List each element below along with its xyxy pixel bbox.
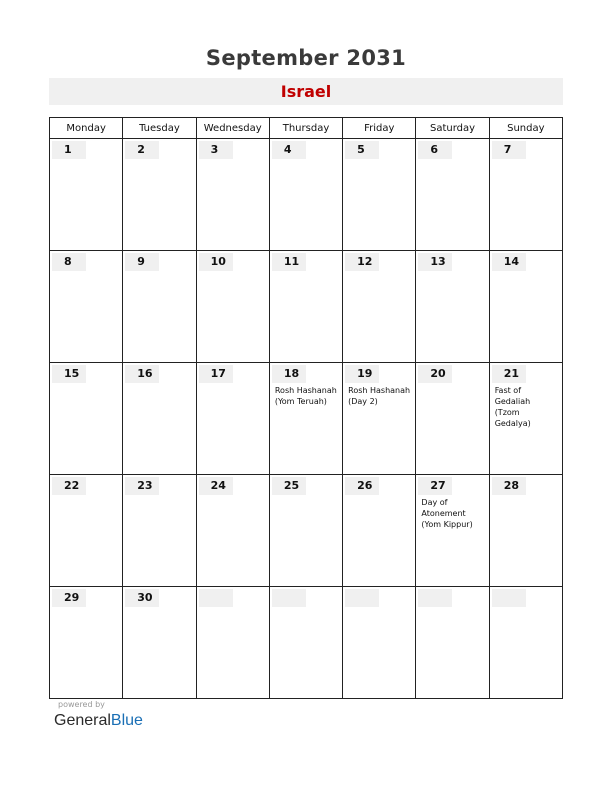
day-number [272,589,306,607]
day-cell [123,475,196,587]
logo-text-blue: Blue [110,712,143,729]
day-cell [50,363,123,475]
week-row [50,475,563,587]
day-number: 7 [492,141,526,159]
day-number: 29 [52,589,86,607]
weekday-header: Saturday [416,118,489,139]
day-cell [50,251,123,363]
day-number: 17 [199,365,233,383]
day-cell [269,251,342,363]
day-number: 26 [345,477,379,495]
weekday-header: Friday [343,118,416,139]
day-number [199,589,233,607]
day-number: 10 [199,253,233,271]
day-cell [489,139,562,251]
day-number: 13 [418,253,452,271]
day-cell [196,251,269,363]
day-cell [489,587,562,699]
day-number [345,589,379,607]
day-cell [123,139,196,251]
day-cell [269,139,342,251]
holiday-event: Day of Atonement (Yom Kippur) [421,498,473,529]
day-cell [416,475,489,587]
week-row [50,251,563,363]
day-number: 27 [418,477,452,495]
day-number: 20 [418,365,452,383]
day-number [418,589,452,607]
powered-by-text: powered by [58,700,105,709]
day-number: 2 [125,141,159,159]
weekday-header: Thursday [269,118,342,139]
day-cell [343,475,416,587]
day-cell [50,475,123,587]
day-cell [343,251,416,363]
weekday-header: Sunday [489,118,562,139]
holiday-event: Fast of Gedaliah (Tzom Gedalya) [494,386,531,428]
day-cell [343,139,416,251]
day-cell [416,587,489,699]
day-number: 14 [492,253,526,271]
day-cell [489,475,562,587]
day-number: 30 [125,589,159,607]
day-number: 8 [52,253,86,271]
country-banner [49,78,563,105]
day-number: 19 [345,365,379,383]
calendar-title: September 2031 [205,46,407,70]
day-cell [343,363,416,475]
day-number: 9 [125,253,159,271]
holiday-event: Rosh Hashanah (Yom Teruah) [274,386,337,406]
day-number: 6 [418,141,452,159]
day-cell [196,363,269,475]
weekday-header-row [50,118,563,139]
day-number: 23 [125,477,159,495]
calendar-grid [49,117,563,699]
weekday-header: Wednesday [196,118,269,139]
logo-text-general: General [54,712,111,729]
week-row [50,139,563,251]
week-row [50,587,563,699]
day-number: 24 [199,477,233,495]
day-cell [269,363,342,475]
week-row [50,363,563,475]
day-number: 4 [272,141,306,159]
day-cell [50,587,123,699]
country-label: Israel [280,82,332,101]
day-cell [416,139,489,251]
weekday-header: Tuesday [123,118,196,139]
day-number: 16 [125,365,159,383]
day-number: 1 [52,141,86,159]
day-cell [416,363,489,475]
day-number: 25 [272,477,306,495]
day-cell [269,587,342,699]
day-number: 22 [52,477,86,495]
day-number: 21 [492,365,526,383]
day-number: 5 [345,141,379,159]
day-number: 3 [199,141,233,159]
generalblue-logo [54,712,143,730]
day-cell [196,475,269,587]
day-cell [269,475,342,587]
day-number [492,589,526,607]
day-cell [196,587,269,699]
day-number: 11 [272,253,306,271]
day-cell [50,139,123,251]
day-number: 28 [492,477,526,495]
day-cell [123,587,196,699]
weekday-header: Monday [50,118,123,139]
day-cell [489,251,562,363]
holiday-event: Rosh Hashanah (Day 2) [348,386,411,406]
day-number: 12 [345,253,379,271]
day-cell [416,251,489,363]
day-cell [123,251,196,363]
day-cell [196,139,269,251]
day-number: 18 [272,365,306,383]
day-number: 15 [52,365,86,383]
day-cell [343,587,416,699]
day-cell [123,363,196,475]
day-cell [489,363,562,475]
